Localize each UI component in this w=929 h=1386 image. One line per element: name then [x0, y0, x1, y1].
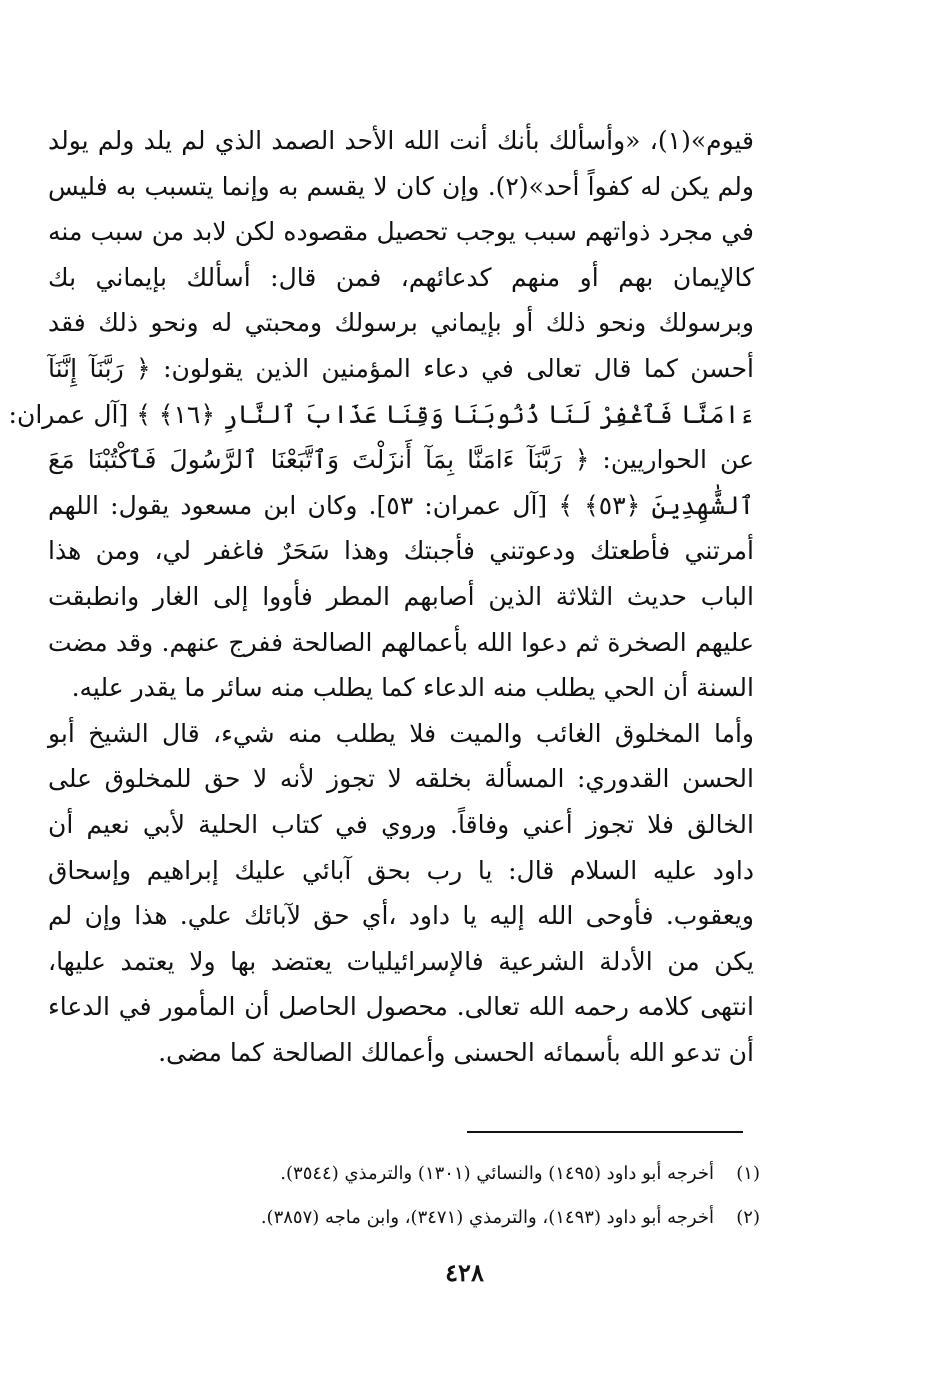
footnote-number: (١): [736, 1163, 760, 1184]
body-line: وبرسولك ونحو ذلك أو بإيماني برسولك ومحبتي له ونحو ذلك فقد: [48, 308, 754, 338]
body-line: الحسن القدوري: المسألة بخلقه لا تجوز لأنه لا حق للمخلوق على: [48, 764, 754, 794]
quran-verse-line: ءَامَنَّا فَٱغْفِرْ لَنَا ذُنُوبَنَا وَقِنَا عَذَابَ ٱلنَّارِ ﴿١٦﴾ ﴾ [آل عمران:: [8, 399, 754, 429]
body-line: الخالق فلا تجوز أعني وفاقاً. وروي في كتاب الحلية لأبي نعيم أن: [48, 809, 754, 839]
body-line: في مجرد ذواتهم سبب يوجب تحصيل مقصوده لكن لابد من سبب منه: [48, 217, 754, 247]
body-line: قيوم»(١)، «وأسألك بأنك أنت الله الأحد الصمد الذي لم يلد ولم يولد: [48, 126, 754, 155]
body-line: انتهى كلامه رحمه الله تعالى. محصول الحاصل أن المأمور في الدعاء: [48, 992, 754, 1022]
quran-verse-line: عن الحواريين: ﴿ رَبَّنَآ ءَامَنَّا بِمَآ أَنزَلْتَ وَٱتَّبَعْنَا ٱلرَّسُولَ فَٱكْتُبْنَا مَعَ: [48, 445, 754, 475]
body-line: داود عليه السلام قال: يا رب بحق آبائي عليك إبراهيم وإسحاق: [48, 855, 754, 885]
footnote: [100, 1196, 760, 1240]
page-number: ٤٢٨: [445, 1258, 484, 1287]
quran-verse-line: ٱلشَّٰهِدِينَ ﴿٥٣﴾ ﴾ [آل عمران: ٥٣]. وكان ابن مسعود يقول: اللهم: [48, 490, 754, 520]
body-line: أن تدعو الله بأسمائه الحسنى وأعمالك الصالحة كما مضى.: [158, 1037, 754, 1067]
body-line: أمرتني فأطعتك ودعوتني فأجبتك وهذا سَحَرٌ فاغفر لي، ومن هذا: [48, 536, 754, 566]
footnote: [100, 1152, 760, 1196]
footnote-divider: [467, 1131, 743, 1133]
body-line: وأما المخلوق الغائب والميت فلا يطلب منه شيء، قال الشيخ أبو: [48, 718, 754, 748]
body-line: ويعقوب. فأوحى الله إليه يا داود ،أي حق لآبائك علي. هذا وإن لم: [48, 901, 754, 931]
body-line: ولم يكن له كفواً أحد»(٢). وإن كان لا يقسم به وإنما يتسبب به فليس: [48, 171, 755, 201]
body-line: أحسن كما قال تعالى في دعاء المؤمنين الذين يقولون: ﴿ رَبَّنَآ إِنَّنَآ: [48, 353, 754, 383]
body-line: عليهم الصخرة ثم دعوا الله بأعمالهم الصالحة ففرج عنهم. وقد مضت: [48, 627, 754, 657]
body-line: الباب حديث الثلاثة الذين أصابهم المطر فأووا إلى الغار وانطبقت: [48, 581, 754, 611]
body-line: يكن من الأدلة الشرعية فالإسرائيليات يعتضد بها ولا يعتمد عليها،: [48, 946, 755, 976]
body-line: كالإيمان بهم أو منهم كدعائهم، فمن قال: أسألك بإيماني بك: [48, 262, 754, 292]
footnote-number: (٢): [736, 1207, 760, 1228]
footnote-text: أخرجه أبو داود (١٤٩٣)، والترمذي (٣٤٧١)، وابن ماجه (٣٨٥٧).: [260, 1207, 714, 1228]
footnotes-section: [100, 1152, 760, 1240]
body-line: السنة أن الحي يطلب منه الدعاء كما يطلب منه سائر ما يقدر عليه.: [71, 673, 754, 703]
main-text-body: [8, 118, 755, 1075]
footnote-text: أخرجه أبو داود (١٤٩٥) والنسائي (١٣٠١) والترمذي (٣٥٤٤).: [280, 1163, 714, 1184]
